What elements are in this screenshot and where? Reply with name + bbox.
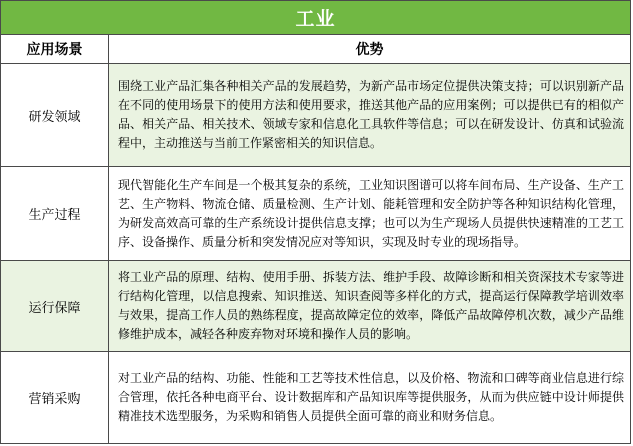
header-advantage: 优势 [109,35,630,64]
advantage-cell-operation: 将工业产品的原理、结构、使用手册、拆装方法、维护手段、故障诊断和相关资深技术专家等进行结构化管理，以信息搜索、知识推送、知识查阅等多样化的方式，提高运行保障教学培训效率与效果，提高工作人员的熟练程度，提高故障定位的效率，降低产品故障停机次数，减少产品维修维护成本，减轻各种废弃物对环境和操作人员的影响。 [109,261,630,352]
header-scene: 应用场景 [1,35,109,64]
table-title: 工业 [1,1,630,35]
advantage-cell-marketing: 对工业产品的结构、功能、性能和工艺等技术性信息，以及价格、物流和口碑等商业信息进行综合管理，依托各种电商平台、设计数据库和产品知识库等提供服务，从而为供应链中设计师提供精准技术选型服务，为采购和销售人员提供全面可靠的商业和财务信息。 [109,352,630,443]
scene-cell-operation: 运行保障 [1,261,109,352]
advantage-cell-production: 现代智能化生产车间是一个极其复杂的系统，工业知识图谱可以将车间布局、生产设备、生产工艺、生产物料、物流仓储、质量检测、生产计划、能耗管理和安全防护等各种知识结构化管理，为研发高效高可靠的生产系统设计提供信息支撑；也可以为生产现场人员提供快速精准的工艺工序、设备操作、质量分析和突发情况应对等知识，实现及时专业的现场指导。 [109,167,630,261]
scene-cell-marketing: 营销采购 [1,352,109,443]
scene-cell-rd: 研发领域 [1,64,109,167]
scene-cell-production: 生产过程 [1,167,109,261]
advantage-cell-rd: 围绕工业产品汇集各种相关产品的发展趋势，为新产品市场定位提供决策支持；可以识别新产品在不同的使用场景下的使用方法和使用要求，推送其他产品的应用案例；可以提供已有的相似产品、相关产品、相关技术、领域专家和信息化工具软件等信息；可以在研发设计、仿真和试验流程中，主动推送与当前工作紧密相关的知识信息。 [109,64,630,167]
